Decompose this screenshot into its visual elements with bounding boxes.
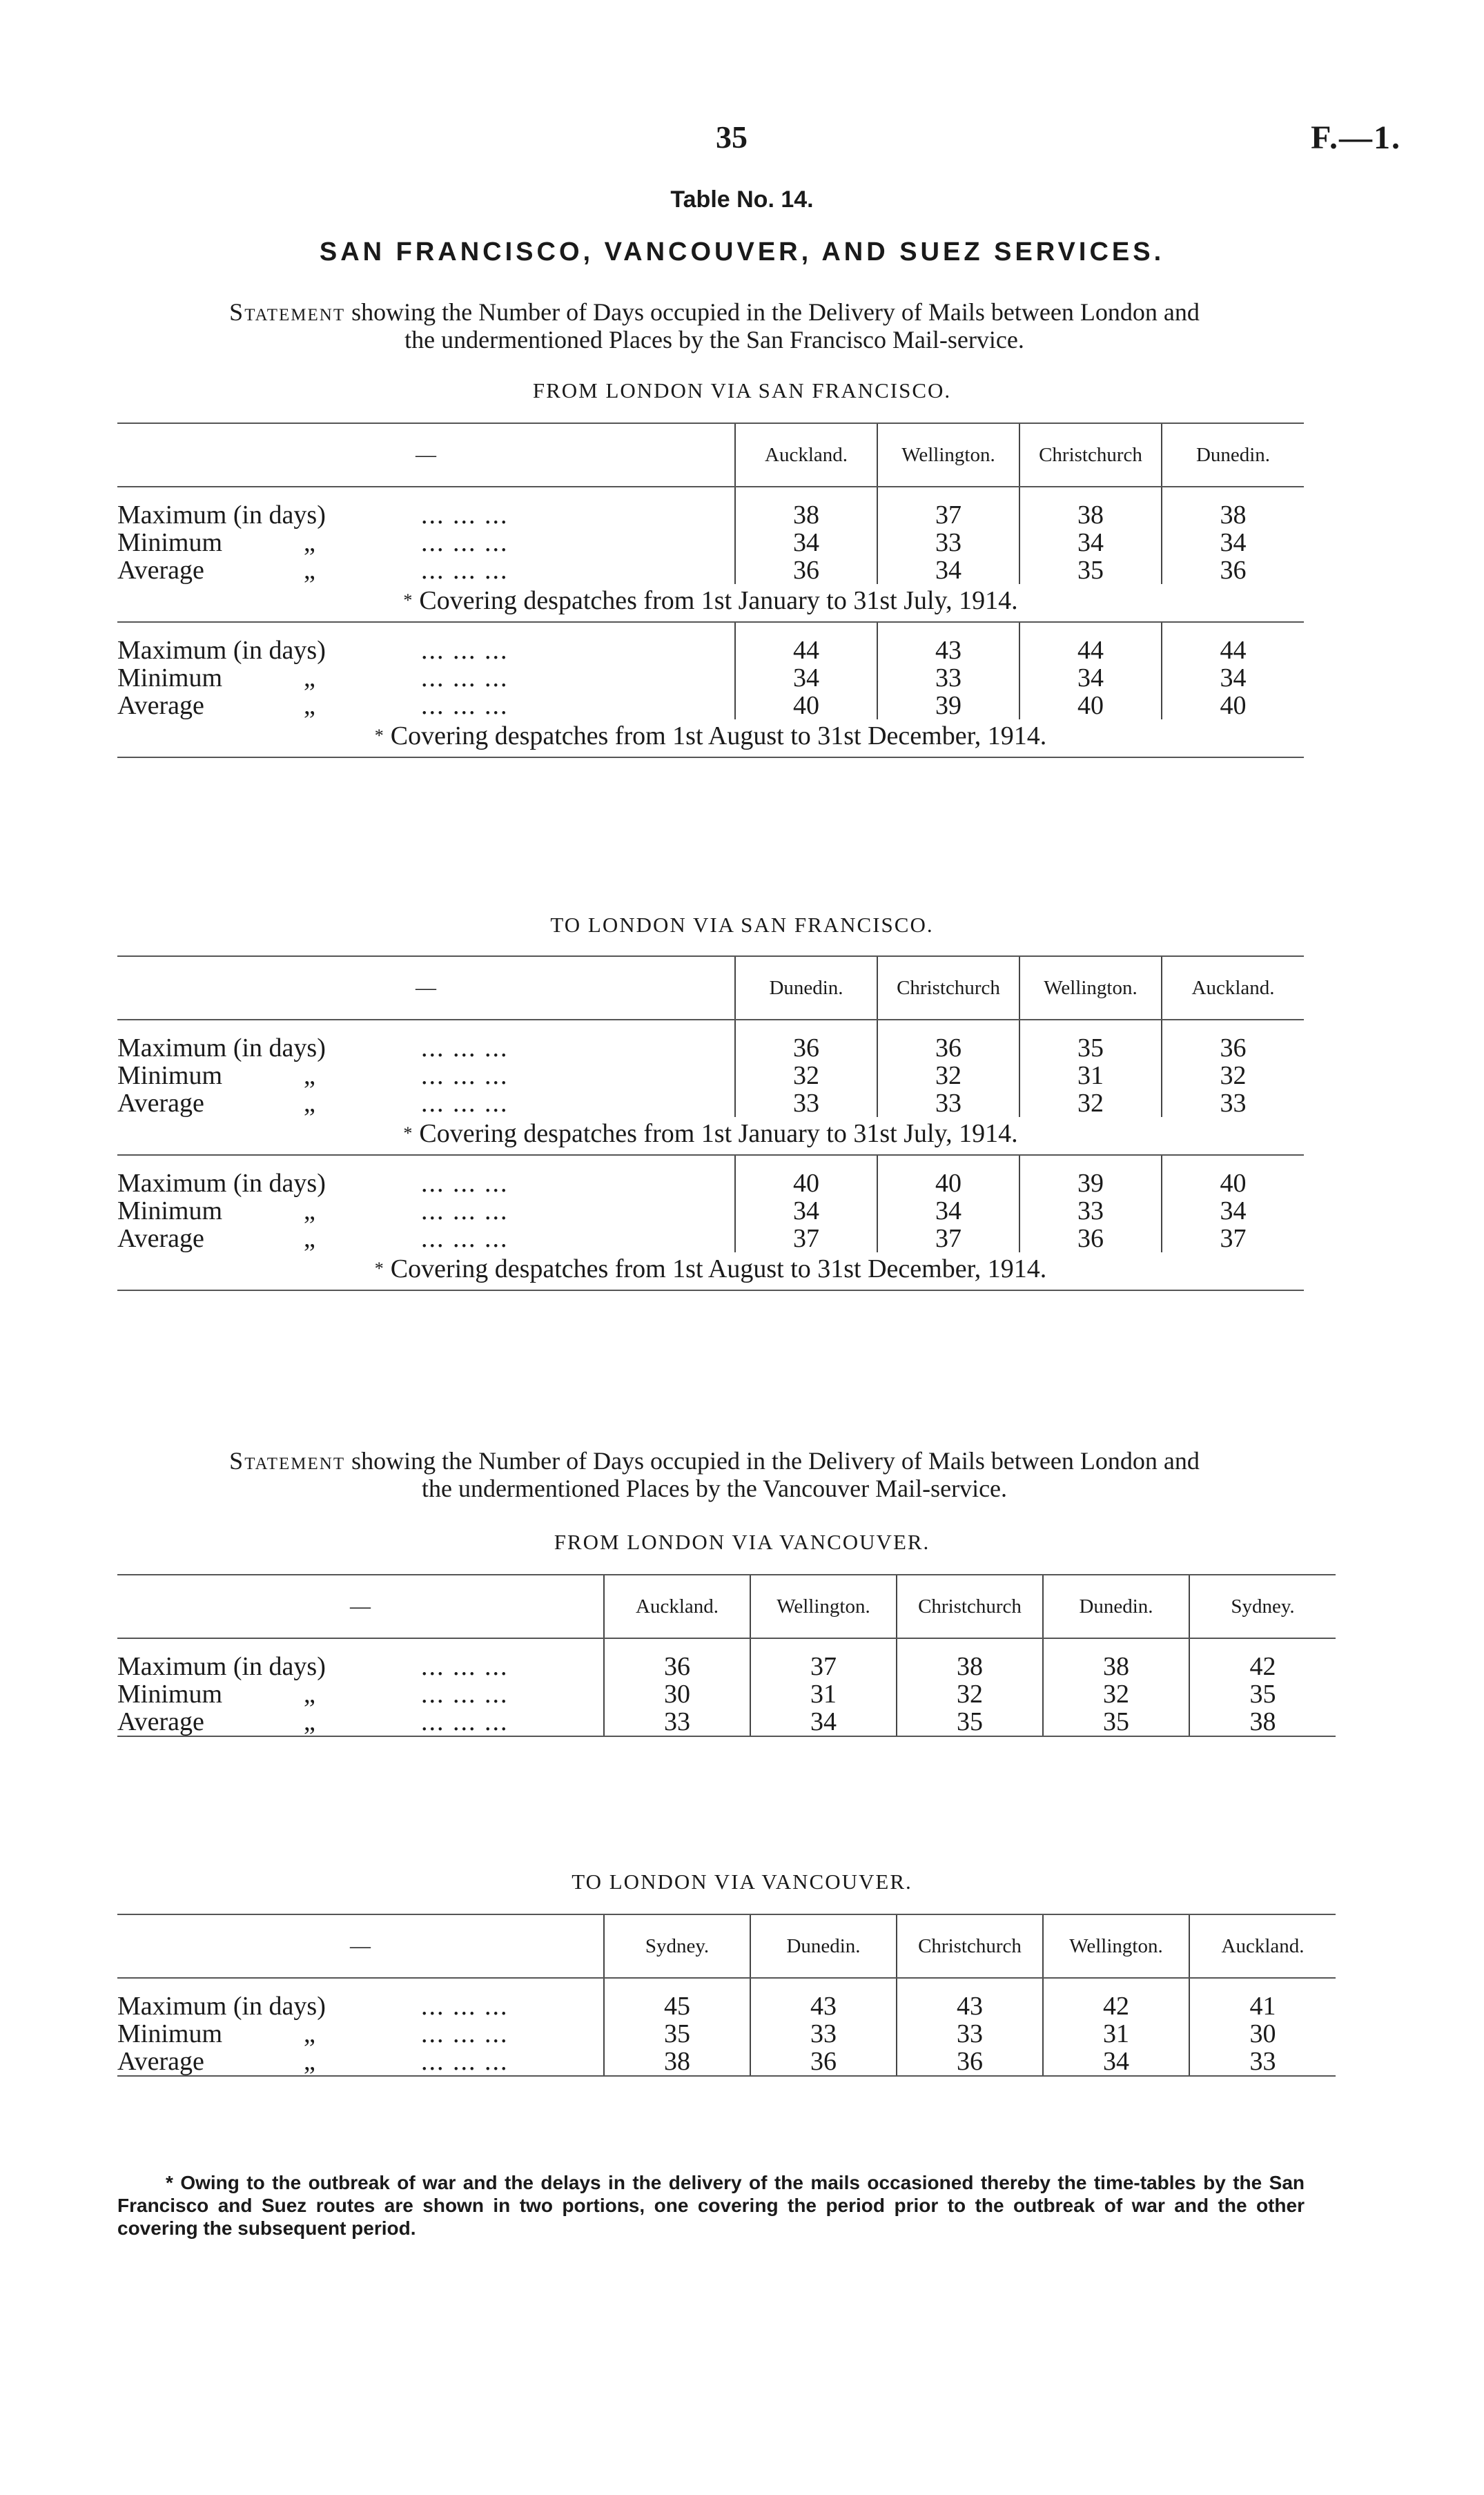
table-cell: 34 (877, 1197, 1019, 1225)
delivery-days-table (117, 955, 1304, 1291)
spacer-row (117, 1978, 1336, 1992)
row-label-text: Maximum (in days) (117, 1169, 326, 1198)
table-row (117, 664, 1304, 692)
row-label-text (117, 1197, 421, 1225)
table-cell: 30 (604, 1680, 750, 1708)
table-row (117, 637, 1304, 664)
table-cell: 40 (1019, 692, 1162, 719)
row-label (117, 1034, 735, 1062)
spacer-cell (897, 1978, 1043, 1992)
section-heading: FROM LONDON VIA SAN FRANCISCO. (532, 378, 952, 402)
period-note (117, 1252, 1304, 1290)
table-cell: 32 (877, 1062, 1019, 1089)
row-label (117, 1089, 735, 1117)
stub-header: — (117, 423, 735, 487)
period-note (117, 1117, 1304, 1155)
statement-lead: Statement (229, 298, 346, 326)
statement-line-2: the undermentioned Places by the San Francisco Mail-service. (404, 326, 1024, 353)
note-marker: * (403, 1123, 413, 1143)
delivery-days-table (117, 1914, 1336, 2077)
spacer-cell (877, 622, 1019, 637)
table-cell: 33 (735, 1089, 877, 1117)
table-cell: 40 (735, 1169, 877, 1197)
row-label (117, 1225, 735, 1252)
stub-header: — (117, 1914, 604, 1978)
table-cell: 34 (1043, 2048, 1189, 2076)
column-header: Auckland. (1189, 1914, 1336, 1978)
row-label (117, 501, 735, 529)
spacer-cell (750, 1978, 897, 1992)
row-label-text (117, 529, 421, 556)
column-header: Christchurch (897, 1914, 1043, 1978)
table-cell: 40 (735, 692, 877, 719)
spacer-cell (117, 1638, 604, 1653)
spacer-cell (735, 622, 877, 637)
spacer-cell (117, 487, 735, 501)
column-header: Auckland. (604, 1575, 750, 1638)
table-row (117, 1169, 1304, 1197)
statement-lead: Statement (229, 1447, 346, 1475)
table-cell: 34 (1162, 1197, 1304, 1225)
table-cell: 33 (750, 2020, 897, 2048)
column-header: Wellington. (877, 423, 1019, 487)
table-cell: 39 (1019, 1169, 1162, 1197)
table-row (117, 1197, 1304, 1225)
table-cell: 34 (1162, 664, 1304, 692)
table-cell: 32 (1162, 1062, 1304, 1089)
row-label-text: Maximum (in days) (117, 636, 326, 665)
row-label (117, 1708, 604, 1736)
column-header: Auckland. (735, 423, 877, 487)
row-label-name: Average (117, 1089, 204, 1118)
page-number: 35 (716, 119, 748, 155)
leader-dots: ... ... ... (421, 1224, 509, 1253)
delivery-days-table (117, 1574, 1336, 1737)
table-row (117, 1034, 1304, 1062)
row-label-name: Minimum (117, 528, 223, 557)
spacer-cell (1162, 487, 1304, 501)
table-cell: 37 (750, 1653, 897, 1680)
leader-dots: ... ... ... (421, 691, 509, 720)
table-cell: 40 (1162, 692, 1304, 719)
spacer-row (117, 1155, 1304, 1169)
section-heading: FROM LONDON VIA VANCOUVER. (554, 1530, 930, 1554)
row-label-text (117, 664, 421, 692)
table-row (117, 1062, 1304, 1089)
row-label-text (117, 1708, 421, 1736)
row-label-text: Maximum (in days) (117, 1033, 326, 1062)
spacer-cell (117, 1020, 735, 1034)
spacer-row (117, 1020, 1304, 1034)
table-cell: 38 (1162, 501, 1304, 529)
table-cell: 35 (1189, 1680, 1336, 1708)
period-note-row (117, 719, 1304, 757)
table-cell: 36 (897, 2048, 1043, 2076)
table-cell: 34 (877, 556, 1019, 584)
table-cell: 38 (1189, 1708, 1336, 1736)
spacer-cell (735, 487, 877, 501)
period-note (117, 584, 1304, 622)
row-label (117, 1653, 604, 1680)
table-cell: 35 (897, 1708, 1043, 1736)
document-reference: F.—1. (1311, 119, 1401, 156)
table-cell: 43 (877, 637, 1019, 664)
row-label-text (117, 2048, 421, 2075)
leader-dots: ... ... ... (421, 1992, 509, 2021)
column-header: Wellington. (1043, 1914, 1189, 1978)
table-cell: 37 (1162, 1225, 1304, 1252)
period-note-text: Covering despatches from 1st January to 31st July, 1914. (419, 1119, 1018, 1148)
table-cell: 33 (877, 529, 1019, 556)
row-label-name: Minimum (117, 663, 223, 692)
row-label-text (117, 1062, 421, 1089)
table-header-row (117, 423, 1304, 487)
row-label-name: Minimum (117, 2019, 223, 2048)
leader-dots: ... ... ... (421, 501, 509, 530)
leader-dots: ... ... ... (421, 636, 509, 665)
table-row (117, 1992, 1336, 2020)
spacer-cell (877, 487, 1019, 501)
column-header: Sydney. (1189, 1575, 1336, 1638)
row-label (117, 692, 735, 719)
ditto-mark: „ (304, 691, 315, 720)
column-header: Wellington. (1019, 956, 1162, 1020)
column-header: Sydney. (604, 1914, 750, 1978)
table-cell: 38 (897, 1653, 1043, 1680)
table-cell: 39 (877, 692, 1019, 719)
spacer-cell (1043, 1638, 1189, 1653)
table-cell: 33 (1189, 2048, 1336, 2076)
row-label-text (117, 1680, 421, 1708)
row-label (117, 637, 735, 664)
table-row (117, 1653, 1336, 1680)
spacer-cell (735, 1155, 877, 1169)
footnote: * Owing to the outbreak of war and the delays in the delivery of the mails occasioned thereby the time-tables by the San Francisco and Suez routes are shown in two portions, one covering the period prior to the outbreak of war and the other covering the subsequent period. (117, 2172, 1305, 2239)
table-cell: 44 (735, 637, 877, 664)
table-cell: 44 (1162, 637, 1304, 664)
row-label (117, 2020, 604, 2048)
statement-san-francisco (121, 298, 1308, 353)
table-cell: 36 (735, 1034, 877, 1062)
spacer-cell (604, 1638, 750, 1653)
table-cell: 32 (897, 1680, 1043, 1708)
row-label-text (117, 692, 421, 719)
leader-dots: ... ... ... (421, 1196, 509, 1225)
leader-dots: ... ... ... (421, 1652, 509, 1681)
row-label-name: Minimum (117, 1680, 223, 1709)
row-label (117, 1680, 604, 1708)
spacer-cell (877, 1020, 1019, 1034)
table-row (117, 692, 1304, 719)
spacer-cell (117, 1978, 604, 1992)
leader-dots: ... ... ... (421, 528, 509, 557)
row-label-text: Maximum (in days) (117, 501, 326, 530)
table-cell: 38 (735, 501, 877, 529)
column-header: Dunedin. (735, 956, 877, 1020)
row-label-text (117, 1225, 421, 1252)
row-label-name: Average (117, 691, 204, 720)
row-label-text (117, 1089, 421, 1117)
row-label-name: Average (117, 1224, 204, 1253)
ditto-mark: „ (304, 1680, 315, 1709)
leader-dots: ... ... ... (421, 1033, 509, 1062)
period-note (117, 719, 1304, 757)
row-label-name: Average (117, 556, 204, 585)
table-cell: 32 (1043, 1680, 1189, 1708)
ditto-mark: „ (304, 556, 315, 585)
spacer-cell (1189, 1978, 1336, 1992)
ditto-mark: „ (304, 1061, 315, 1090)
column-header: Christchurch (897, 1575, 1043, 1638)
row-label-name: Average (117, 1707, 204, 1736)
table-cell: 33 (877, 1089, 1019, 1117)
delivery-days-table (117, 423, 1304, 758)
spacer-row (117, 1638, 1336, 1653)
table-cell: 37 (877, 501, 1019, 529)
spacer-cell (1019, 622, 1162, 637)
spacer-cell (1162, 1155, 1304, 1169)
period-note-row (117, 584, 1304, 622)
table-cell: 31 (1019, 1062, 1162, 1089)
table-cell: 35 (1043, 1708, 1189, 1736)
spacer-cell (897, 1638, 1043, 1653)
table-cell: 31 (1043, 2020, 1189, 2048)
statement-line-1: showing the Number of Days occupied in the Delivery of Mails between London and (351, 298, 1200, 326)
table-row (117, 1708, 1336, 1736)
row-label (117, 1992, 604, 2020)
ditto-mark: „ (304, 1196, 315, 1225)
stub-header: — (117, 956, 735, 1020)
row-label (117, 1169, 735, 1197)
spacer-cell (1162, 1020, 1304, 1034)
table-cell: 36 (1162, 556, 1304, 584)
row-label-name: Minimum (117, 1061, 223, 1090)
spacer-cell (1162, 622, 1304, 637)
table-row (117, 1225, 1304, 1252)
table-cell: 34 (1019, 664, 1162, 692)
spacer-cell (1189, 1638, 1336, 1653)
spacer-row (117, 487, 1304, 501)
spacer-cell (1043, 1978, 1189, 1992)
leader-dots: ... ... ... (421, 1089, 509, 1118)
table-cell: 34 (735, 1197, 877, 1225)
stub-header: — (117, 1575, 604, 1638)
row-label-text (117, 2020, 421, 2048)
statement-vancouver (121, 1447, 1308, 1502)
note-marker: * (374, 1259, 384, 1279)
table-cell: 37 (735, 1225, 877, 1252)
row-label-text: Maximum (in days) (117, 1652, 326, 1681)
table-cell: 34 (750, 1708, 897, 1736)
table-cell: 36 (877, 1034, 1019, 1062)
ditto-mark: „ (304, 663, 315, 692)
table-cell: 30 (1189, 2020, 1336, 2048)
table-cell: 43 (750, 1992, 897, 2020)
row-label (117, 529, 735, 556)
table-cell: 33 (1019, 1197, 1162, 1225)
table-row (117, 501, 1304, 529)
table-cell: 40 (1162, 1169, 1304, 1197)
row-label (117, 2048, 604, 2076)
table-cell: 38 (604, 2048, 750, 2076)
spacer-cell (604, 1978, 750, 1992)
table-cell: 36 (750, 2048, 897, 2076)
row-label (117, 1197, 735, 1225)
table-cell: 37 (877, 1225, 1019, 1252)
column-header: Dunedin. (750, 1914, 897, 1978)
table-cell: 33 (877, 664, 1019, 692)
table-cell: 33 (897, 2020, 1043, 2048)
row-label (117, 664, 735, 692)
column-header: Wellington. (750, 1575, 897, 1638)
table-cell: 43 (897, 1992, 1043, 2020)
spacer-cell (750, 1638, 897, 1653)
spacer-cell (117, 622, 735, 637)
table-cell: 40 (877, 1169, 1019, 1197)
row-label-name: Minimum (117, 1196, 223, 1225)
table-cell: 34 (1019, 529, 1162, 556)
table-cell: 34 (1162, 529, 1304, 556)
table-cell: 35 (1019, 1034, 1162, 1062)
period-note-row (117, 1252, 1304, 1290)
spacer-cell (1019, 487, 1162, 501)
table-row (117, 1680, 1336, 1708)
page-title: SAN FRANCISCO, VANCOUVER, AND SUEZ SERVICES. (319, 237, 1165, 266)
spacer-cell (1019, 1020, 1162, 1034)
column-header: Dunedin. (1162, 423, 1304, 487)
table-number: Table No. 14. (670, 186, 814, 213)
table-header-row (117, 1914, 1336, 1978)
row-label-text (117, 556, 421, 584)
table-cell: 38 (1019, 501, 1162, 529)
statement-line-1: showing the Number of Days occupied in the Delivery of Mails between London and (351, 1447, 1200, 1475)
ditto-mark: „ (304, 1224, 315, 1253)
leader-dots: ... ... ... (421, 663, 509, 692)
ditto-mark: „ (304, 2019, 315, 2048)
table-cell: 31 (750, 1680, 897, 1708)
table-cell: 34 (735, 664, 877, 692)
spacer-cell (735, 1020, 877, 1034)
table-cell: 42 (1189, 1653, 1336, 1680)
spacer-cell (117, 1155, 735, 1169)
note-marker: * (374, 726, 384, 746)
column-header: Christchurch (877, 956, 1019, 1020)
column-header: Christchurch (1019, 423, 1162, 487)
table-row (117, 1089, 1304, 1117)
leader-dots: ... ... ... (421, 2019, 509, 2048)
ditto-mark: „ (304, 528, 315, 557)
leader-dots: ... ... ... (421, 556, 509, 585)
table-cell: 35 (604, 2020, 750, 2048)
leader-dots: ... ... ... (421, 1680, 509, 1709)
note-marker: * (403, 590, 413, 610)
leader-dots: ... ... ... (421, 1707, 509, 1736)
table-cell: 41 (1189, 1992, 1336, 2020)
table-cell: 36 (604, 1653, 750, 1680)
row-label-name: Average (117, 2047, 204, 2076)
column-header: Auckland. (1162, 956, 1304, 1020)
spacer-cell (877, 1155, 1019, 1169)
spacer-row (117, 622, 1304, 637)
period-note-text: Covering despatches from 1st August to 31st December, 1914. (390, 721, 1047, 750)
table-cell: 36 (735, 556, 877, 584)
table-cell: 35 (1019, 556, 1162, 584)
ditto-mark: „ (304, 1707, 315, 1736)
ditto-mark: „ (304, 1089, 315, 1118)
table-header-row (117, 956, 1304, 1020)
spacer-cell (1019, 1155, 1162, 1169)
table-cell: 45 (604, 1992, 750, 2020)
section-heading: TO LONDON VIA VANCOUVER. (572, 1870, 912, 1894)
table-cell: 44 (1019, 637, 1162, 664)
table-cell: 32 (1019, 1089, 1162, 1117)
table-row (117, 2048, 1336, 2076)
table-cell: 36 (1162, 1034, 1304, 1062)
period-note-text: Covering despatches from 1st January to 31st July, 1914. (419, 586, 1018, 615)
row-label (117, 1062, 735, 1089)
leader-dots: ... ... ... (421, 1061, 509, 1090)
table-cell: 32 (735, 1062, 877, 1089)
table-header-row (117, 1575, 1336, 1638)
table-row (117, 529, 1304, 556)
table-row (117, 2020, 1336, 2048)
leader-dots: ... ... ... (421, 1169, 509, 1198)
column-header: Dunedin. (1043, 1575, 1189, 1638)
ditto-mark: „ (304, 2047, 315, 2076)
table-row (117, 556, 1304, 584)
period-note-text: Covering despatches from 1st August to 31st December, 1914. (390, 1254, 1047, 1283)
statement-line-2: the undermentioned Places by the Vancouver Mail-service. (421, 1475, 1008, 1502)
row-label (117, 556, 735, 584)
table-cell: 33 (604, 1708, 750, 1736)
period-note-row (117, 1117, 1304, 1155)
table-cell: 38 (1043, 1653, 1189, 1680)
section-heading: TO LONDON VIA SAN FRANCISCO. (550, 913, 934, 937)
leader-dots: ... ... ... (421, 2047, 509, 2076)
table-cell: 34 (735, 529, 877, 556)
row-label-text: Maximum (in days) (117, 1992, 326, 2021)
table-cell: 42 (1043, 1992, 1189, 2020)
table-cell: 36 (1019, 1225, 1162, 1252)
table-cell: 33 (1162, 1089, 1304, 1117)
